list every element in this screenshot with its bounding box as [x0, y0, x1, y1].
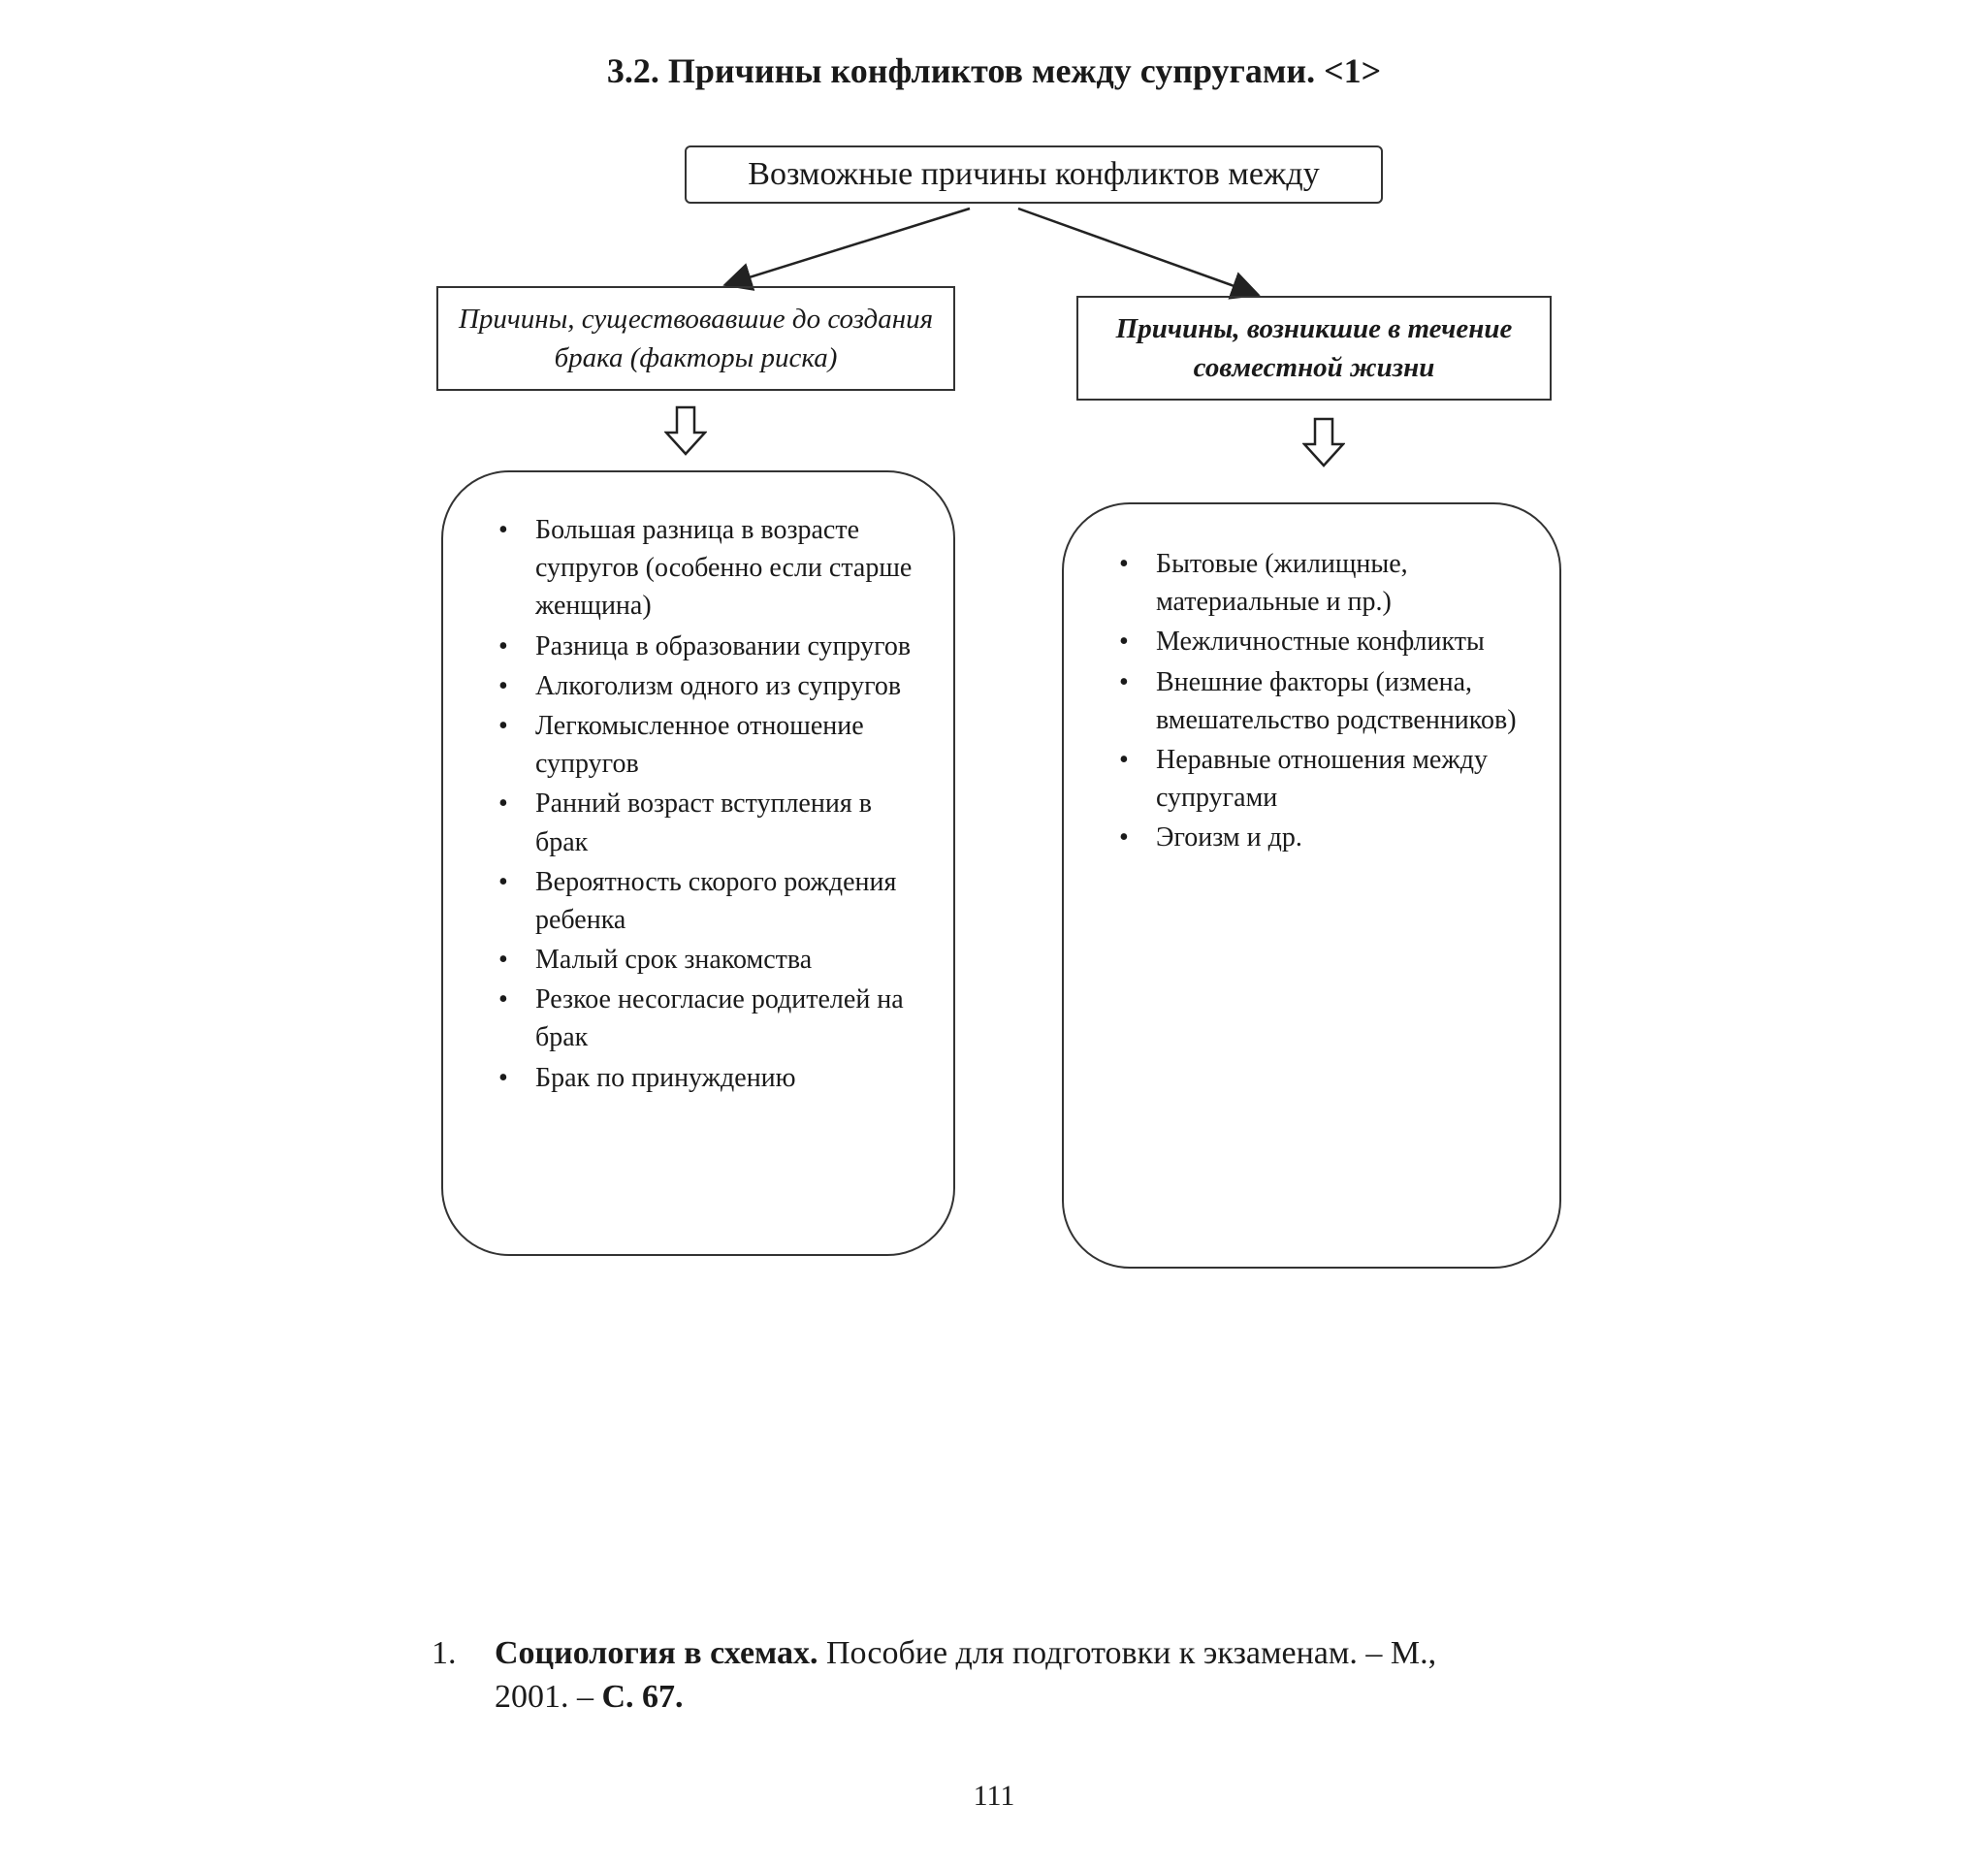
- list-item: • Брак по принуждению: [535, 1059, 924, 1097]
- list-item: • Межличностные конфликты: [1156, 623, 1530, 660]
- list-item: • Резкое несогласие родителей на брак: [535, 981, 924, 1056]
- footnote-source-desc: Пособие для подготовки к экзаменам. – М.,: [818, 1635, 1437, 1671]
- marriage-causes-list: [1062, 502, 1561, 1269]
- list-item: • Легкомысленное отношение супругов: [535, 707, 924, 783]
- list-item: • Малый срок знакомства: [535, 941, 924, 979]
- footnote-year: 2001. –: [495, 1678, 602, 1715]
- list-item: • Вероятность скорого рождения ребенка: [535, 863, 924, 939]
- footnote: [432, 1632, 1576, 1720]
- arrow-to-left-category: [727, 209, 970, 284]
- list-item: • Ранний возраст вступления в брак: [535, 785, 924, 860]
- list-item: • Эгоизм и др.: [1156, 819, 1530, 856]
- category-during-marriage: Причины, возникшие в течение совместной жизни: [1076, 296, 1552, 401]
- footnote-source-title: Социология в схемах.: [495, 1635, 818, 1671]
- list-item: • Бытовые (жилищные, материальные и пр.): [1156, 545, 1530, 621]
- connector-arrows: [0, 0, 1988, 466]
- footnote-number: 1.: [432, 1635, 457, 1671]
- list-item: • Разница в образовании супругов: [535, 628, 924, 665]
- list-item: • Большая разница в возрасте супругов (особенно если старше женщина): [535, 511, 924, 626]
- list-item: • Неравные отношения между супругами: [1156, 741, 1530, 817]
- footnote-text: [495, 1632, 1576, 1720]
- risk-factors-list: [441, 470, 955, 1256]
- root-node: Возможные причины конфликтов между: [685, 145, 1383, 204]
- category-before-marriage: Причины, существовавшие до создания брака (факторы риска): [436, 286, 955, 391]
- list-item: • Внешние факторы (измена, вмешательство родственников): [1156, 663, 1530, 739]
- page-number: 111: [973, 1780, 1015, 1812]
- down-arrow-icon: [664, 405, 707, 456]
- arrow-to-right-category: [1018, 209, 1256, 294]
- down-arrow-icon: [1302, 417, 1345, 467]
- page-title: 3.2. Причины конфликтов между супругами. <1>: [606, 51, 1382, 90]
- footnote-page-ref: С. 67.: [601, 1678, 684, 1715]
- list-item: • Алкоголизм одного из супругов: [535, 667, 924, 705]
